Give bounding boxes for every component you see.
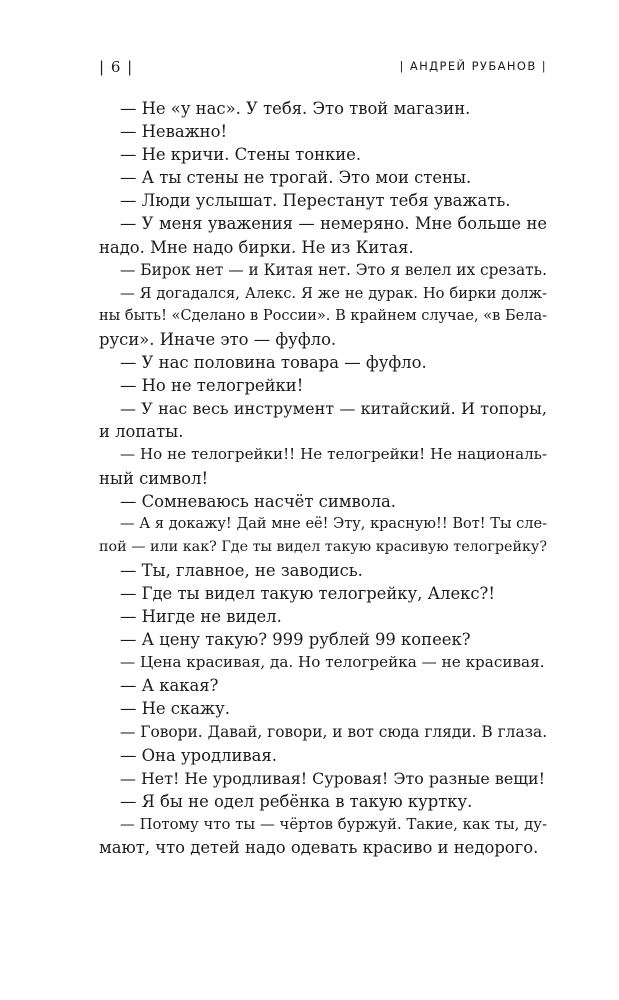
text-line: мают, что детей надо одевать красиво и недорого. — [99, 838, 539, 857]
text-line: ный символ! — [99, 468, 209, 488]
text-line: — У меня уважения — немеряно. Мне больше не — [120, 214, 547, 234]
text-line: ны быть! «Сделано в России». В крайнем случае, «в Бела- — [99, 307, 547, 324]
page-number: | 6 | — [99, 58, 134, 76]
text-line: — Но не телогрейки! — [120, 376, 304, 396]
text-line: — Нет! Не уродливая! Суровая! Это разные вещи! — [120, 768, 545, 788]
text-line: — Бирок нет — и Китая нет. Это я велел их срезать. — [120, 260, 547, 279]
text-line: пой — или как? Где ты видел такую красивую телогрейку? — [99, 538, 547, 555]
text-line: — Не скажу. — [120, 699, 230, 719]
text-line: — А ты стены не трогай. Это мои стены. — [120, 168, 472, 188]
text-line: — Люди услышат. Перестанут тебя уважать. — [120, 191, 511, 211]
text-line: — Ты, главное, не заводись. — [120, 560, 363, 580]
text-line: — Но не телогрейки!! Не телогрейки! Не националь- — [120, 445, 547, 464]
text-line: — Говори. Давай, говори, и вот сюда гляди. В глаза. — [120, 722, 548, 741]
text-line: — У нас весь инструмент — китайский. И топоры, — [120, 399, 547, 419]
text-line: — Цена красивая, да. Но телогрейка — не красивая. — [120, 653, 545, 672]
text-line: — А какая? — [120, 676, 219, 696]
text-line: — Сомневаюсь насчёт символа. — [120, 491, 396, 511]
text-line: — Не кричи. Стены тонкие. — [120, 145, 362, 165]
text-line: — У нас половина товара — фуфло. — [120, 353, 427, 373]
text-line: и лопаты. — [99, 422, 184, 442]
body-text — [99, 97, 547, 859]
text-line: — Неважно! — [120, 122, 228, 142]
text-line: — Я догадался, Алекс. Я же не дурак. Но бирки долж- — [120, 284, 547, 302]
text-line: — Где ты видел такую телогрейку, Алекс?! — [120, 583, 495, 603]
text-line: — Она уродливая. — [120, 745, 277, 765]
text-line: — А цену такую? 999 рублей 99 копеек? — [120, 630, 471, 650]
text-line: — Нигде не видел. — [120, 607, 282, 627]
text-line: — А я докажу! Дай мне её! Эту, красную!! Вот! Ты сле- — [120, 515, 547, 532]
text-line: — Не «у нас». У тебя. Это твой магазин. — [120, 99, 471, 118]
running-head-author: | АНДРЕЙ РУБАНОВ | — [399, 59, 547, 73]
running-header — [99, 58, 547, 80]
text-line: — Я бы не одел ребёнка в такую куртку. — [120, 791, 473, 811]
text-line: руси». Иначе это — фуфло. — [99, 329, 337, 349]
text-line: — Потому что ты — чёртов буржуй. Такие, как ты, ду- — [120, 815, 547, 833]
text-line: надо. Мне надо бирки. Не из Китая. — [99, 237, 414, 257]
